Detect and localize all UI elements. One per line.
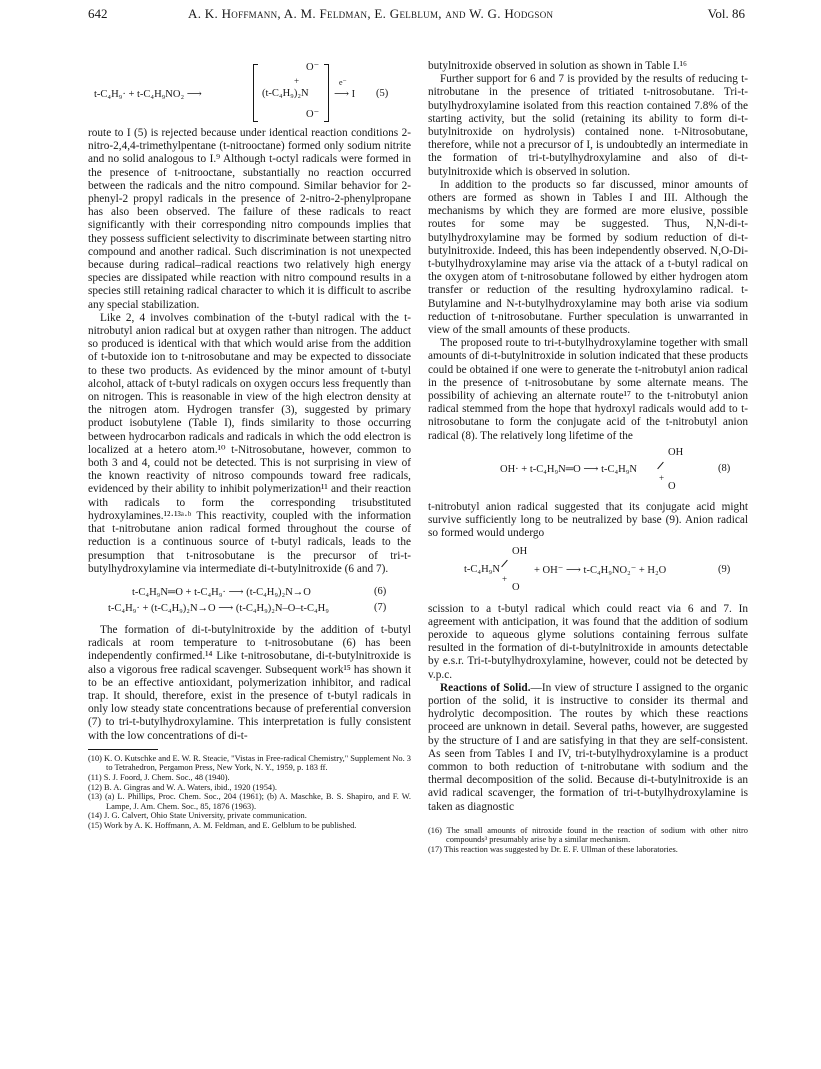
eq5-electron: e⁻ <box>339 78 347 87</box>
equation-7: t-C₄H₉· + (t-C₄H₉)₂N→O ⟶ (t-C₄H₉)₂N–O–t-C₄H₉ <box>108 602 329 614</box>
eq5-bracket-right <box>328 64 329 122</box>
eq5-plus: + <box>294 76 300 86</box>
right-paragraph-5: t-nitrobutyl anion radical suggested that its conjugate acid might survive sufficiently long to be neutralized by base (9). Anion radical so formed would undergo <box>428 500 748 540</box>
eq5-arrow: ⟶ I <box>334 89 356 100</box>
footnote-11: (11) S. J. Foord, J. Chem. Soc., 48 (1940). <box>88 772 230 782</box>
footnote-10: (10) K. O. Kutschke and E. W. R. Steacie, "Vistas in Free-radical Chemistry," Supplement No. 3 to Tetrahedron, Pergamon Press, New York, N. Y., 1959, p. 183 ff. <box>88 753 411 773</box>
eq9-hydroxyl: OH <box>512 545 528 557</box>
equation-5 <box>88 60 411 124</box>
left-paragraph-1: route to I (5) is rejected because under identical reaction conditions 2-nitro-2,4,4-trimethylpentane (t-nitrooctane) formed only sodium nitrite and no solid analogous to I.⁹ Although t-octyl radicals were formed in the presence of t-nitrooctane, substantially no reaction occurred between the radicals and the nitro compound. Similar behavior for 2-phenyl-2 propyl radicals in the presence of 2-nitro-2-phenylpropane has also been observed. The failure of these radicals to react significantly with their corresponding nitro compounds implies that they possess sufficient selectivity to discriminate between starting nitro compound and another radical. Such discrimination is not unexpected because during radical–radical reactions two relatively high energy species are dissipated while reaction with nitro compound results in a species still retaining radical character to which it is difficult to ascribe any special stabilization. <box>88 127 411 311</box>
eq9-plus: + <box>502 573 508 584</box>
eq8-hydroxyl: OH <box>668 446 684 458</box>
eq9-number: (9) <box>718 563 731 575</box>
footnote-14: (14) J. G. Calvert, Ohio State University, private communication. <box>88 811 307 821</box>
footnote-13: (13) (a) L. Phillips, Proc. Chem. Soc., 204 (1961); (b) A. Maschke, B. S. Shapiro, and F. W. Lampe, J. Am. Chem. Soc., 85, 1876 (1963). <box>88 792 411 811</box>
eq5-body: (t-C₄H₉)₂N <box>262 88 309 99</box>
right-paragraph-3: In addition to the products so far discussed, minor amounts of others are formed as shown in Tables I and III. Although the mechanisms by which they are formed are more elusive, possible routes for some may be suggested. Thus, N,N-di-t-butylhydroxylamine may be formed by sodium reduction of di-t-butylnitroxide. Indeed, this has been independently observed. N,O-Di-t-butylhydroxylamine may arise via the attack of a t-butyl radical on the oxygen atom of t-nitrosobutane followed by either hydrogen atom transfer or reduction of the resulting hydroxylamino radical. t-Butylamine and N-t-butylhydroxylamine may both arise via sodium reduction of t-nitrosobutane. Further speculation is unwarranted in view of the small amounts of these products. <box>428 178 748 337</box>
eq9-oxygen: O <box>512 581 520 593</box>
equation-6: t-C₄H₉N═O + t-C₄H₉· ⟶ (t-C₄H₉)₂N→O <box>132 586 311 598</box>
eq9-lhs: t-C₄H₉N <box>464 563 500 575</box>
eq5-bottom-oxygen: O⁻ <box>306 109 320 120</box>
right-paragraph-6: scission to a t-butyl radical which could react via 6 and 7. In agreement with anticipation, it was found that the addition of sodium peroxide to aqueous glyme solutions containing ferrous sulfate resulted in the formation of di-t-butylnitroxide in amounts detectable by e.s.r. Tri-t-butylhydroxylamine, however, could not be detected by v.p.c. <box>428 602 748 681</box>
eq9-rhs: + OH⁻ ⟶ t-C₄H₉NO₂⁻ + H₂O <box>534 564 667 576</box>
footnote-17: (17) This reaction was suggested by Dr. E. F. Ullman of these laboratories. <box>428 844 678 854</box>
eq7-number: (7) <box>374 601 387 613</box>
eq8-number: (8) <box>718 462 731 474</box>
section-heading-reactions-of-solid: Reactions of Solid. <box>440 681 531 694</box>
footnote-15: (15) Work by A. K. Hoffmann, A. M. Feldman, and E. Gelblum to be published. <box>88 820 357 830</box>
eq5-number: (5) <box>376 88 389 99</box>
right-column <box>428 60 748 855</box>
eq5-lhs: t-C₄H₉· + t-C₄H₉NO₂ ⟶ <box>94 89 202 100</box>
equation-9 <box>428 544 748 598</box>
eq8-plus: + <box>659 472 665 483</box>
right-paragraph-2: Further support for 6 and 7 is provided by the results of reducing t-nitrobutane in the presence of tritiated t-nitrosobutane. Tri-t-butylhydroxylamine isolated from this reaction contained 7.8% of the starting activity, but the solid (retaining its ability to form di-t-butylnitroxide on hydrolysis) contained none. t-Nitrosobutane, therefore, while not a precursor of I, is undoubtedly an intermediate in the formation of tri-t-butylhydroxylamine and also of di-t-butylnitroxide which is observed in solution. <box>428 73 748 178</box>
right-paragraph-1: butylnitroxide observed in solution as shown in Table I.¹⁶ <box>428 60 687 72</box>
footnote-separator <box>88 749 158 750</box>
equations-6-7 <box>88 584 411 618</box>
eq5-bracket-left <box>253 64 254 122</box>
running-header-authors: A. K. Hoffmann, A. M. Feldman, E. Gelblum, and W. G. Hodgson <box>188 6 554 21</box>
left-paragraph-3: The formation of di-t-butylnitroxide by the addition of t-butyl radicals at room temperature to t-nitrosobutane (6) has been independently confirmed.¹⁴ Like t-nitrosobutane, di-t-butylnitroxide is also a vigorous free radical scavenger. Subsequent work¹⁵ has shown it to be an effective antioxidant, polymerization inhibitor, and radical trap. It should, therefore, exist in the presence of t-butyl radicals in only low steady state concentrations because of preferential conversion (7) to tri-t-butylhydroxylamine. This interpretation is fully consistent with the low concentrations of di-t- <box>88 623 411 742</box>
eq6-number: (6) <box>374 585 387 597</box>
eq8-lhs: OH· + t-C₄H₉N═O ⟶ t-C₄H₉N <box>500 463 637 475</box>
volume-label: Vol. 86 <box>707 6 745 21</box>
eq5-top-oxygen: O⁻ <box>306 62 320 73</box>
right-paragraph-7-text: —In view of structure I assigned to the organic portion of the solid, it is instructive to consider its thermal and hydrolytic decomposition. The routes by which these reactions proceed are unknown in detail. Several paths, however, are suggested by the structure of I and are satisfying in that they are self-consistent. As seen from Tables I and IV, tri-t-butylhydroxylamine is a product common to both reduction of t-nitrobutane with sodium and the thermal decomposition of the solid. Because di-t-butylnitroxide is an avid radical scavenger, the formation of tri-t-butylhydroxylamine is taken as diagnostic <box>428 681 748 813</box>
right-paragraph-7 <box>428 682 748 814</box>
footnote-16: (16) The small amounts of nitroxide found in the reaction of sodium with other nitro compounds³ presumably arise by a similar mechanism. <box>428 825 748 845</box>
left-paragraph-2: Like 2, 4 involves combination of the t-butyl radical with the t-nitrobutyl anion radical but at oxygen rather than nitrogen. The adduct so produced is identical with that which would arise from the addition of t-butoxide ion to t-nitrosobutane and may be expected to dissociate to these two products. As evidenced by the minor amount of t-butyl alcohol, attack of t-butyl radicals on oxygen occurs less frequently than on nitrogen. This is reasonable in view of the high electron density at the nitrogen atom. Hydrogen transfer (3), suggested by primary product isobutylene (Table I), finds similarity to those occurring between hydrocarbon radicals and radicals in which the odd electron is localized at a hetero atom.¹⁰ t-Nitrosobutane, however, common to both 3 and 4, could not be detected. This is not surprising in view of the known reactivity of nitroso compounds toward free radicals, evidenced by their ability to inhibit polymerization¹¹ and their reaction with radicals to form the corresponding trisubstituted hydroxylamines.¹²·¹³ᵃ·ᵇ This reactivity, coupled with the information that t-nitrobutane anion radical formed throughout the course of reduction is a continuous source of t-butyl radicals, leads to the presumption that t-nitrosobutane is the precursor of tri-t-butylhydroxylamine via intermediate di-t-butylnitroxide (6 and 7). <box>88 311 411 575</box>
right-paragraph-4: The proposed route to tri-t-butylhydroxylamine together with small amounts of di-t-butylnitroxide in solution indicated that these products could be obtained if one were to generate the t-nitrobutyl anion radical in the presence of t-nitrosobutane by some alternate means. The possibility of achieving an alternate route¹⁷ to the t-nitrobutyl anion radical stemmed from the hope that hydroxyl radicals would add to t-nitrosobutane to form the conjugate acid of the t-nitrobutyl anion radical (8). The relatively long lifetime of the <box>428 337 748 442</box>
left-column <box>88 60 411 830</box>
page-number: 642 <box>88 6 108 21</box>
eq8-oxygen: O <box>668 480 676 492</box>
equation-8 <box>428 447 748 495</box>
footnote-12: (12) B. A. Gingras and W. A. Waters, ibid., 1920 (1954). <box>88 782 277 792</box>
